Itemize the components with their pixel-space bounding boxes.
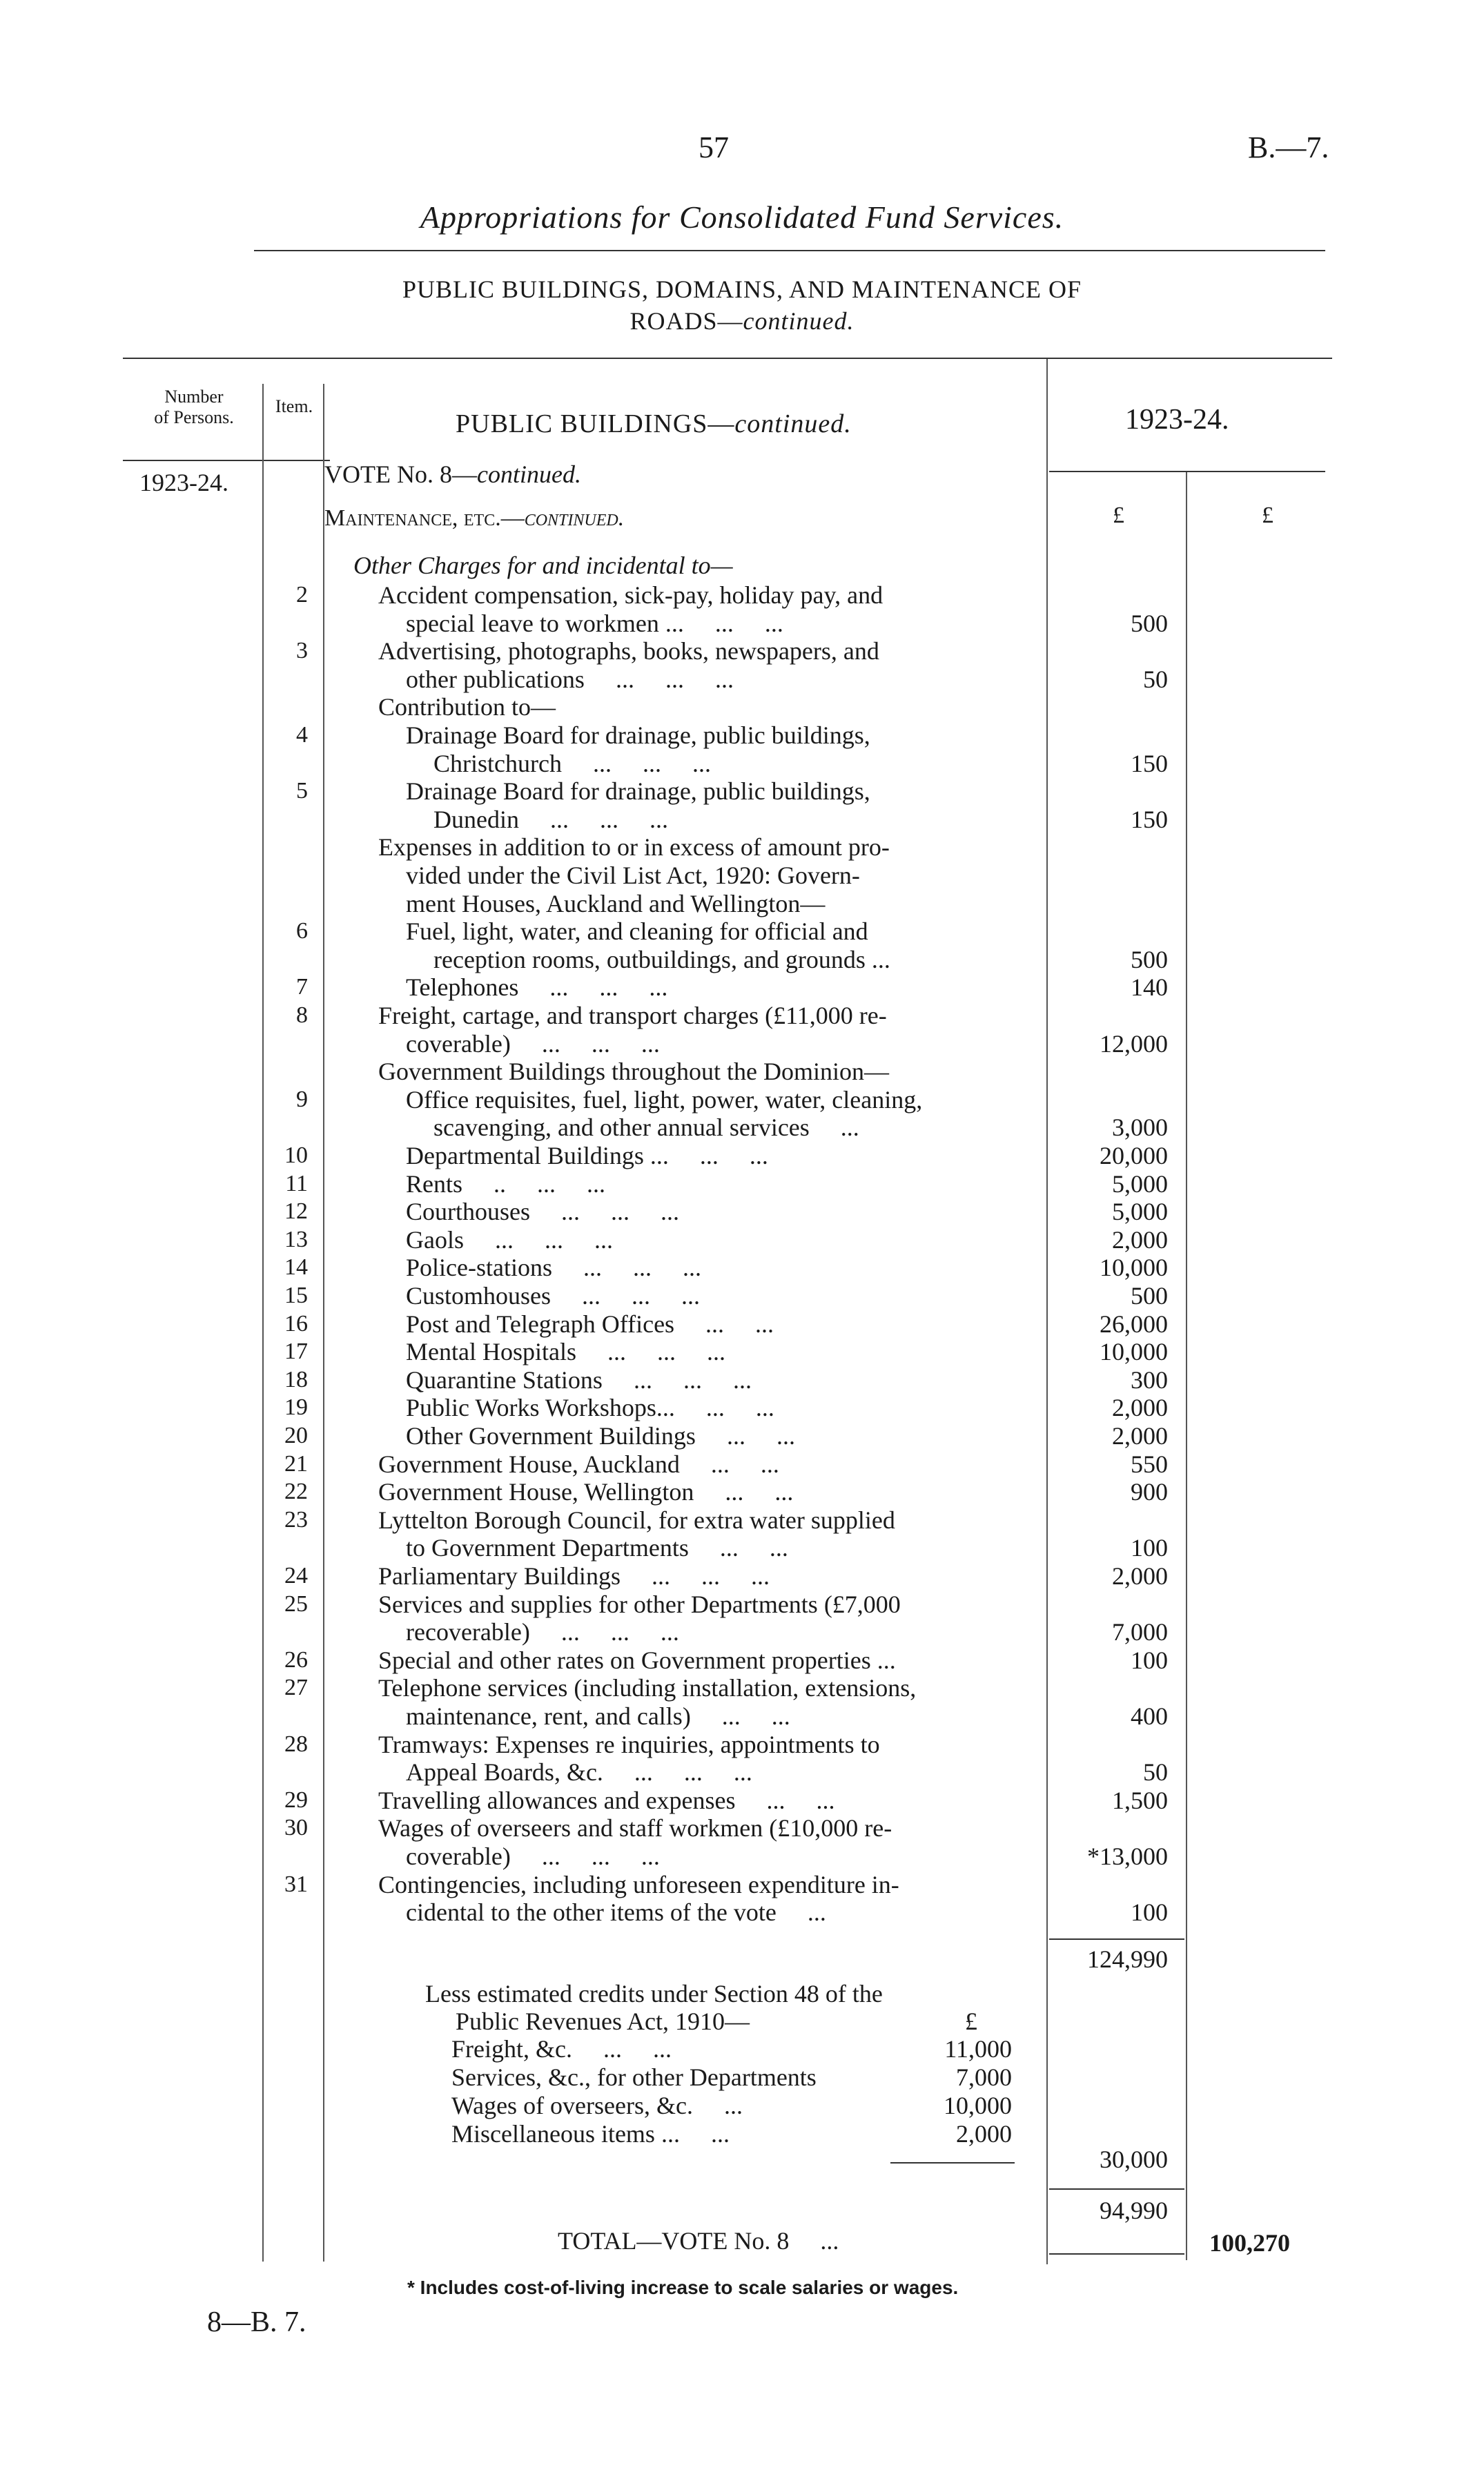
credits-intro-line1: Less estimated credits under Section 48 of the <box>425 1980 883 2007</box>
item-amount: 550 <box>1131 1450 1168 1478</box>
item-description-line: coverable) ... ... ... <box>406 1029 660 1058</box>
item-description-line: special leave to workmen ... ... ... <box>406 609 783 637</box>
year-heading: 1923-24. <box>1125 404 1229 436</box>
year-rule <box>1049 471 1325 472</box>
item-amount: 10,000 <box>1100 1254 1168 1282</box>
item-number: 27 <box>284 1675 308 1701</box>
item-description-line: Services and supplies for other Departments (£7,000 <box>378 1590 901 1618</box>
total-label: TOTAL—VOTE No. 8 ... <box>558 2227 839 2255</box>
item-description-line: ment Houses, Auckland and Wellington— <box>406 889 826 917</box>
item-number: 5 <box>296 778 308 804</box>
persons-year: 1923-24. <box>139 469 228 496</box>
item-number: 15 <box>284 1283 308 1308</box>
amount-column-left-divider <box>1046 359 1048 2264</box>
item-description-line: Rents .. ... ... <box>406 1169 606 1198</box>
item-amount: 100 <box>1131 1534 1168 1562</box>
maintenance-heading <box>324 505 624 532</box>
item-description-line: Courthouses ... ... ... <box>406 1198 679 1226</box>
item-description-line: reception rooms, outbuildings, and grounds ... <box>433 945 890 973</box>
item-number: 2 <box>296 582 308 607</box>
item-amount: 26,000 <box>1100 1310 1168 1338</box>
item-amount: 2,000 <box>1112 1422 1168 1450</box>
section-heading-main: ROADS— <box>629 307 743 335</box>
item-number: 4 <box>296 722 308 748</box>
item-description-line: Gaols ... ... ... <box>406 1225 613 1254</box>
item-number: 7 <box>296 974 308 1000</box>
page-number: 57 <box>699 130 729 164</box>
currency-symbol-2: £ <box>1262 503 1273 528</box>
item-description-line: to Government Departments ... ... <box>406 1534 788 1562</box>
item-column-heading: Item. <box>275 396 313 416</box>
item-amount: 500 <box>1131 609 1168 637</box>
net-amount: 94,990 <box>1100 2197 1168 2224</box>
item-description-line: Accident compensation, sick-pay, holiday pay, and <box>378 581 883 609</box>
item-description-line: Government House, Wellington ... ... <box>378 1478 794 1506</box>
table-top-rule <box>123 358 1332 359</box>
item-amount: 10,000 <box>1100 1338 1168 1366</box>
item-description-line: Telephone services (including installation, extensions, <box>378 1674 917 1702</box>
item-amount: 5,000 <box>1112 1169 1168 1198</box>
item-amount: 50 <box>1143 1758 1168 1787</box>
subtotal-rule <box>1049 1938 1184 1940</box>
item-description-line: cidental to the other items of the vote ... <box>406 1898 826 1927</box>
item-amount: 50 <box>1143 665 1168 693</box>
item-description-line: Freight, cartage, and transport charges (£11,000 re- <box>378 1002 887 1029</box>
item-description-line: Departmental Buildings ... ... ... <box>406 1142 768 1169</box>
item-description-line: Telephones ... ... ... <box>406 973 668 1002</box>
item-number: 30 <box>284 1815 308 1841</box>
item-description-line: Post and Telegraph Offices ... ... <box>406 1310 774 1338</box>
item-description-line: Expenses in addition to or in excess of amount pro- <box>378 833 890 862</box>
item-description-line: Contingencies, including unforeseen expenditure in- <box>378 1870 899 1898</box>
item-number: 14 <box>284 1254 308 1281</box>
item-description-line: Drainage Board for drainage, public buildings, <box>406 777 870 806</box>
item-description-line: Parliamentary Buildings ... ... ... <box>378 1562 770 1590</box>
item-number: 31 <box>284 1871 308 1897</box>
persons-column-divider <box>262 384 264 2262</box>
item-description-line: Customhouses ... ... ... <box>406 1282 701 1310</box>
maintenance-heading-main: Maintenance, etc.— <box>324 505 525 531</box>
page-title: Appropriations for Consolidated Fund Services. <box>420 200 1064 235</box>
item-description-line: Wages of overseers and staff workmen (£10,000 re- <box>378 1814 892 1843</box>
item-number: 24 <box>284 1563 308 1588</box>
item-number: 22 <box>284 1479 308 1505</box>
column-head-rule <box>123 460 330 461</box>
item-amount: 12,000 <box>1100 1029 1168 1058</box>
footnote: * Includes cost-of-living increase to scale salaries or wages. <box>407 2277 959 2298</box>
item-description-line: Mental Hospitals ... ... ... <box>406 1338 725 1366</box>
item-number: 12 <box>284 1198 308 1225</box>
item-amount: 150 <box>1131 749 1168 777</box>
document-reference: B.—7. <box>1248 130 1329 164</box>
item-number: 21 <box>284 1450 308 1477</box>
item-description-line: Fuel, light, water, and cleaning for official and <box>406 917 868 946</box>
item-description-line: maintenance, rent, and calls) ... ... <box>406 1702 790 1730</box>
item-description-line: Contribution to— <box>378 693 556 721</box>
credits-sum-rule <box>890 2162 1015 2164</box>
currency-symbol-1: £ <box>1113 503 1124 528</box>
item-number: 17 <box>284 1339 308 1365</box>
credits-total: 30,000 <box>1100 2146 1168 2173</box>
item-number: 26 <box>284 1646 308 1673</box>
section-heading-continued: continued. <box>743 307 855 335</box>
net-under-rule <box>1049 2253 1184 2255</box>
credit-label: Miscellaneous items ... ... <box>451 2120 730 2148</box>
persons-heading-line2: of Persons. <box>154 407 234 427</box>
item-description-line: Other Government Buildings ... ... <box>406 1422 795 1450</box>
item-number: 25 <box>284 1591 308 1617</box>
item-number: 9 <box>296 1086 308 1112</box>
subtotal-amount: 124,990 <box>1087 1945 1168 1973</box>
item-number: 13 <box>284 1226 308 1252</box>
item-number: 23 <box>284 1506 308 1533</box>
net-rule <box>1049 2188 1184 2190</box>
credit-value: 7,000 <box>956 2063 1012 2091</box>
vote-heading <box>324 460 581 489</box>
credit-value: 11,000 <box>944 2035 1012 2063</box>
section-title <box>456 409 852 439</box>
item-description-line: Office requisites, fuel, light, power, water, cleaning, <box>406 1085 923 1114</box>
persons-column-heading <box>128 387 260 428</box>
item-description-line: Special and other rates on Government properties ... <box>378 1646 896 1674</box>
page-code: 8—B. 7. <box>207 2306 306 2338</box>
item-amount: 300 <box>1131 1365 1168 1394</box>
item-amount: 5,000 <box>1112 1198 1168 1226</box>
item-number: 29 <box>284 1787 308 1813</box>
item-amount: 100 <box>1131 1898 1168 1927</box>
item-description-line: scavenging, and other annual services ... <box>433 1114 859 1142</box>
section-title-continued: continued. <box>734 409 852 438</box>
item-description-line: vided under the Civil List Act, 1920: Govern- <box>406 862 860 889</box>
header-rule <box>254 250 1325 251</box>
item-number: 8 <box>296 1002 308 1028</box>
item-amount: 140 <box>1131 973 1168 1002</box>
item-amount: 500 <box>1131 945 1168 973</box>
item-number: 10 <box>284 1143 308 1168</box>
item-description-line: Appeal Boards, &c. ... ... ... <box>406 1758 752 1787</box>
item-description-line: Police-stations ... ... ... <box>406 1254 701 1282</box>
item-description-line: other publications ... ... ... <box>406 665 734 693</box>
item-number: 3 <box>296 638 308 664</box>
item-description-line: coverable) ... ... ... <box>406 1843 660 1870</box>
item-amount: 150 <box>1131 805 1168 833</box>
item-number: 6 <box>296 918 308 944</box>
other-charges-heading: Other Charges for and incidental to— <box>353 552 733 579</box>
item-description-line: recoverable) ... ... ... <box>406 1618 679 1646</box>
item-description-line: Government House, Auckland ... ... <box>378 1450 779 1478</box>
item-description-line: Dunedin ... ... ... <box>433 805 668 833</box>
item-amount: 400 <box>1131 1702 1168 1730</box>
item-amount: 20,000 <box>1100 1142 1168 1169</box>
item-description-line: Lyttelton Borough Council, for extra water supplied <box>378 1506 895 1534</box>
item-amount: 3,000 <box>1112 1114 1168 1142</box>
item-description-line: Christchurch ... ... ... <box>433 749 711 777</box>
item-description-line: Advertising, photographs, books, newspapers, and <box>378 637 879 665</box>
item-amount: 1,500 <box>1112 1786 1168 1814</box>
section-heading-line1: PUBLIC BUILDINGS, DOMAINS, AND MAINTENANCE OF <box>402 275 1082 303</box>
maintenance-heading-continued: continued. <box>524 505 625 531</box>
item-column-divider <box>323 384 324 2262</box>
item-number: 19 <box>284 1394 308 1421</box>
item-amount: 100 <box>1131 1646 1168 1674</box>
credit-label: Freight, &c. ... ... <box>451 2035 672 2063</box>
vote-heading-continued: continued. <box>476 460 581 488</box>
item-amount: 2,000 <box>1112 1394 1168 1422</box>
item-number: 20 <box>284 1423 308 1448</box>
vote-heading-main: VOTE No. 8— <box>324 460 477 488</box>
section-heading-line2 <box>0 307 1484 336</box>
item-amount: 500 <box>1131 1282 1168 1310</box>
credit-value: 2,000 <box>956 2120 1012 2148</box>
amount-column-mid-divider <box>1186 472 1187 2260</box>
credit-value: 10,000 <box>944 2092 1012 2119</box>
persons-heading-line1: Number <box>164 387 224 407</box>
item-amount: 7,000 <box>1112 1618 1168 1646</box>
credits-intro-line2: Public Revenues Act, 1910— <box>456 2007 750 2035</box>
grand-total: 100,270 <box>1209 2229 1290 2257</box>
item-number: 28 <box>284 1731 308 1757</box>
item-number: 16 <box>284 1310 308 1336</box>
item-description-line: Tramways: Expenses re inquiries, appointments to <box>378 1730 880 1758</box>
item-description-line: Quarantine Stations ... ... ... <box>406 1365 752 1394</box>
item-amount: *13,000 <box>1087 1843 1168 1870</box>
item-description-line: Public Works Workshops... ... ... <box>406 1394 774 1422</box>
item-number: 18 <box>284 1366 308 1392</box>
credit-label: Services, &c., for other Departments <box>451 2063 817 2091</box>
item-number: 11 <box>285 1170 308 1196</box>
item-description-line: Drainage Board for drainage, public buildings, <box>406 721 870 749</box>
item-amount: 900 <box>1131 1478 1168 1506</box>
item-description-line: Government Buildings throughout the Dominion— <box>378 1058 889 1086</box>
section-title-main: PUBLIC BUILDINGS— <box>456 409 735 438</box>
credits-currency: £ <box>965 2007 977 2035</box>
item-amount: 2,000 <box>1112 1225 1168 1254</box>
item-description-line: Travelling allowances and expenses ... ... <box>378 1786 835 1814</box>
credit-label: Wages of overseers, &c. ... <box>451 2092 743 2119</box>
item-amount: 2,000 <box>1112 1562 1168 1590</box>
